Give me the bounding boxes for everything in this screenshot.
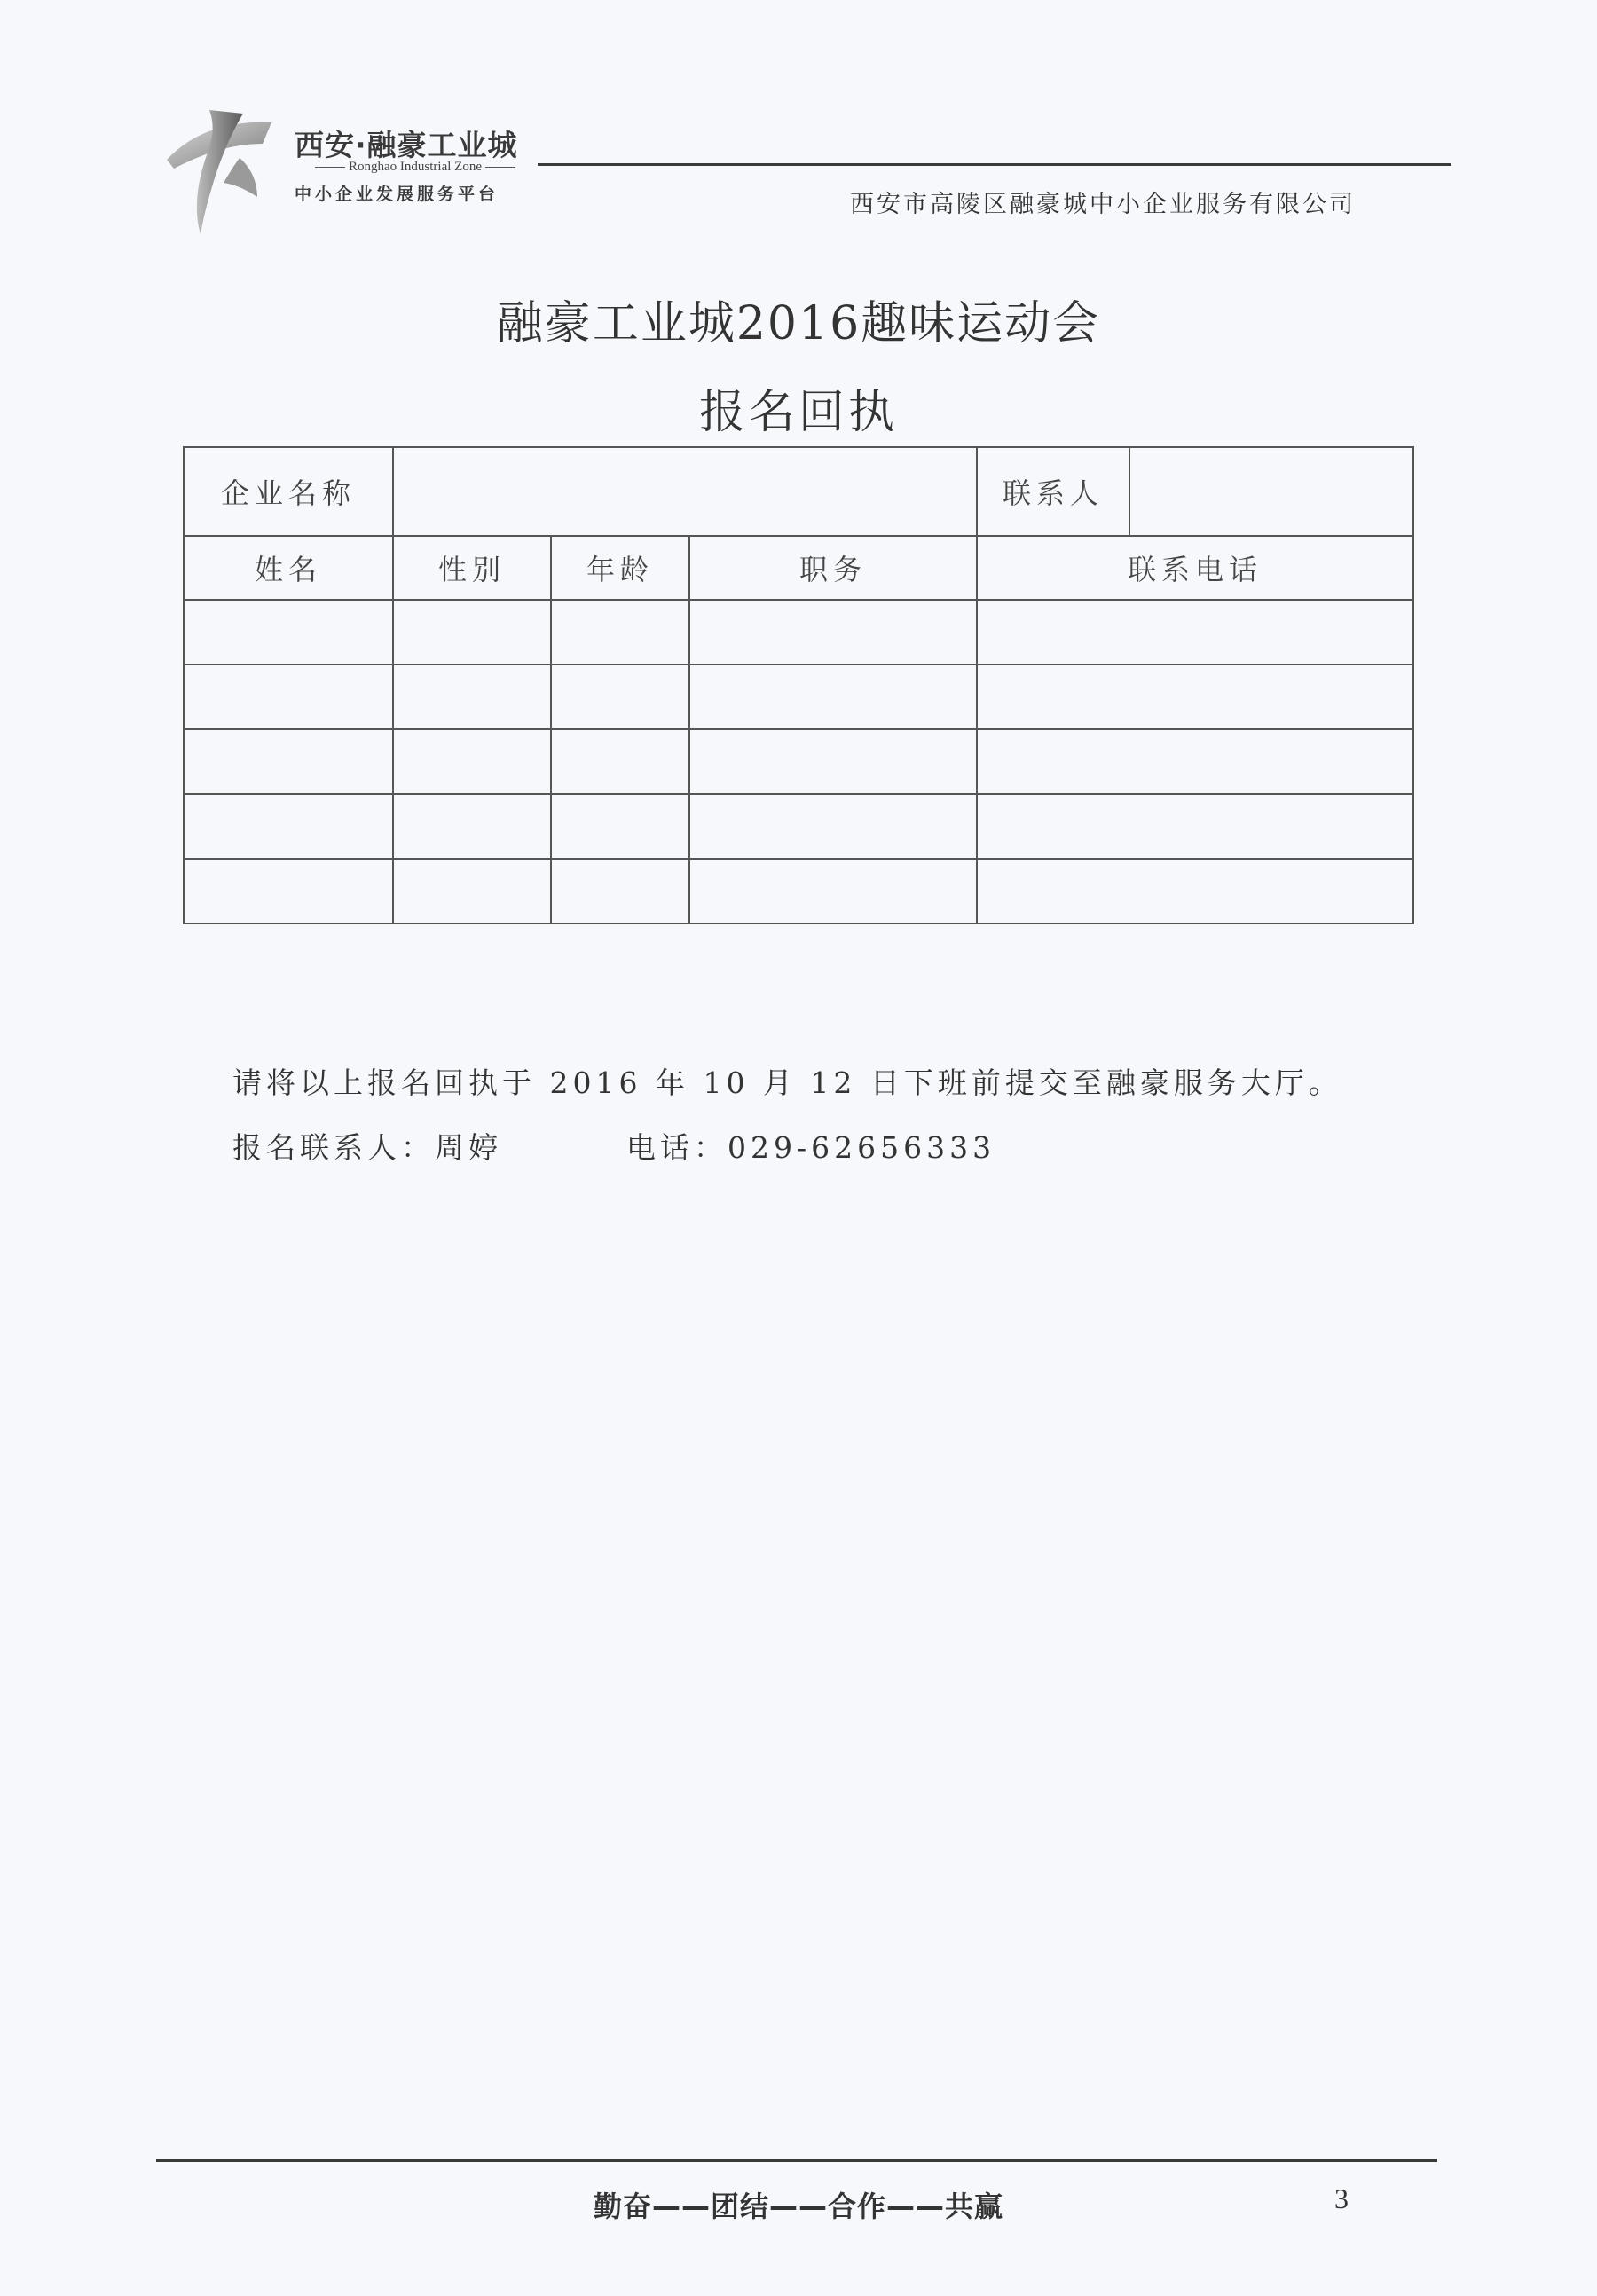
- column-header-name: 姓名: [184, 536, 393, 600]
- phone-cell[interactable]: [977, 600, 1413, 664]
- age-cell[interactable]: [551, 794, 689, 859]
- contact-phone: 电话：029-62656333: [626, 1130, 996, 1165]
- contact-info: [232, 1125, 995, 1167]
- gender-cell[interactable]: [393, 859, 551, 924]
- table-row: [184, 859, 1413, 924]
- name-cell[interactable]: [184, 729, 393, 794]
- company-row: [184, 447, 1413, 536]
- table-row: [184, 794, 1413, 859]
- position-cell[interactable]: [689, 600, 977, 664]
- contact-person-label: 联系人: [977, 447, 1129, 536]
- gender-cell[interactable]: [393, 664, 551, 729]
- document-subtitle: 报名回执: [698, 386, 898, 439]
- logo-subtitle-cn: 中小企业发展服务平台: [295, 185, 500, 204]
- logo-subtitle-en: Ronghao Industrial Zone: [295, 160, 536, 175]
- submit-instruction: 请将以上报名回执于 2016 年 10 月 12 日下班前提交至融豪服务大厅。: [232, 1065, 1342, 1100]
- age-cell[interactable]: [551, 859, 689, 924]
- footer-divider: [156, 2159, 1437, 2162]
- age-cell[interactable]: [551, 600, 689, 664]
- gender-cell[interactable]: [393, 794, 551, 859]
- column-header-age: 年龄: [551, 536, 689, 600]
- column-header-gender: 性别: [393, 536, 551, 600]
- position-cell[interactable]: [689, 859, 977, 924]
- table-row: [184, 664, 1413, 729]
- table-row: [184, 600, 1413, 664]
- column-header-position: 职务: [689, 536, 977, 600]
- footer-motto: 勤奋——团结——合作——共赢: [593, 2190, 1003, 2223]
- company-name: 西安市高陵区融豪城中小企业服务有限公司: [850, 191, 1356, 218]
- company-name-label: 企业名称: [184, 447, 393, 536]
- gender-cell[interactable]: [393, 600, 551, 664]
- position-cell[interactable]: [689, 729, 977, 794]
- table-header-row: [184, 536, 1413, 600]
- name-cell[interactable]: [184, 794, 393, 859]
- document-title: 融豪工业城2016趣味运动会: [496, 297, 1101, 350]
- name-cell[interactable]: [184, 600, 393, 664]
- logo-title: 西安·融豪工业城: [295, 128, 518, 162]
- ronghao-logo-icon: [158, 105, 282, 238]
- phone-cell[interactable]: [977, 729, 1413, 794]
- name-cell[interactable]: [184, 664, 393, 729]
- header-divider: [538, 163, 1451, 166]
- contact-person-field[interactable]: [1129, 447, 1413, 536]
- registration-form-table: [183, 446, 1412, 924]
- phone-cell[interactable]: [977, 859, 1413, 924]
- position-cell[interactable]: [689, 794, 977, 859]
- column-header-phone: 联系电话: [977, 536, 1413, 600]
- phone-cell[interactable]: [977, 664, 1413, 729]
- table-row: [184, 729, 1413, 794]
- page-number: 3: [1334, 2182, 1349, 2214]
- position-cell[interactable]: [689, 664, 977, 729]
- gender-cell[interactable]: [393, 729, 551, 794]
- phone-cell[interactable]: [977, 794, 1413, 859]
- company-name-field[interactable]: [393, 447, 977, 536]
- name-cell[interactable]: [184, 859, 393, 924]
- age-cell[interactable]: [551, 729, 689, 794]
- age-cell[interactable]: [551, 664, 689, 729]
- contact-person: 报名联系人：周婷: [232, 1130, 502, 1165]
